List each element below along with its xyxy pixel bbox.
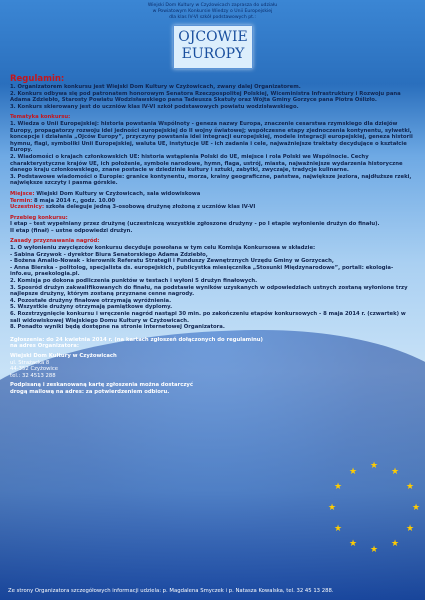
etap1-value: – test wypełniany przez drużynę (uczestniczą wszystkie zgłoszone drużyny - po I etapie wyłonienie drużyn do finału). [27,221,380,228]
eu-star-icon: ★ [412,503,421,513]
tematyka-title: Tematyka konkursu: [10,114,71,121]
regulamin-item: 3. Konkurs skierowany jest do uczniów klas IV-VI szkół podstawowych powiatu wodzisławskiego. [10,103,299,110]
nagrody-section [10,238,415,330]
miejsce-value: Wiejski Dom Kultury w Czyżowicach, sala widowiskowa [36,190,201,197]
komisja-member: - Sabina Grzywok - dyrektor Biura Senatorskiego Adama Zdziebło, [10,251,208,258]
termin-label: Termin: [10,197,33,204]
nagrody-item: 5. Wszystkie drużyny otrzymają pamiątkowe dyplomy. [10,304,173,311]
uczestnicy-row [10,204,415,211]
nagrody-item: 3. Sposród drużyn zakwalifikowanych do finału, na podstawie wyników uzyskanych w odpowiedziach ustnych zostaną wyłonione trzy najlepsze drużyny, którym zostaną przyznane cenne nagrody. [10,284,408,298]
eu-star-icon: ★ [391,539,400,549]
regulamin-section [10,74,415,110]
uczestnicy-value: szkoła deleguje jedną 3-osobową drużynę złożoną z uczniów klas IV-VI [45,204,256,211]
intro-text [0,3,425,21]
poster-title-line: OJCOWIE [178,29,248,45]
intro-line: Wiejski Dom Kultury w Czyżowicach zaprasza do udziału [147,3,278,8]
komisja-member: - Bożena Amalio-Nowak - kierownik Referatu Strategii i Funduszy Zewnętrznych Urzędu Gminy w Gorzycach, [10,258,334,265]
nagrody-item: 8. Ponadto wyniki będą dostępne na stronie internetowej Organizatora. [10,324,225,331]
eu-stars-circle [328,462,420,554]
etap2-row [10,228,415,235]
eu-star-icon: ★ [391,467,400,477]
intro-line: w Powiatowym Konkursie Wiedzy o Unii Europejskiej [152,9,273,14]
organizer-address-line: tel.: 32 4513 288 [10,372,56,379]
eu-star-icon: ★ [349,539,358,549]
eu-star-icon: ★ [349,467,358,477]
eu-star-icon: ★ [334,482,343,492]
etap1-label: I etap [10,221,28,228]
tematyka-item: 2. Wiadomości o krajach członkowskich UE: historia wstąpienia Polski do UE, miejsce i rola Polski we Wspólnocie. Cechy charakterystyczne krajów UE, ich położenie, symbole narodowe, hymn, flaga, ustrój, miasta, najważniejsze wydarzenia historyczne danego kraju członkowskiego, znane postacie w dziedzinie kultury i sztuki, zabytki, zwyczaje, tradycje kulinarne. [10,153,403,174]
nagrody-item: 2. Komisja po dokona podliczenia punktów w testach i wyłoni 5 drużyn finałowych. [10,278,258,285]
etap2-value: – ustne odpowiedzi drużyn. [49,227,133,234]
nagrody-intro: 1. O wyłonieniu zwycięzców konkursu decyduje powołana w tym celu Komisja Konkursowa w składzie: [10,245,316,252]
tematyka-item: 1. Wiedza o Unii Europejskiej: historia powstania Wspólnoty - geneza nazwy Europa, znaczenie cesarstwa rzymskiego dla dziejów Europy, propagatorzy rozwoju idei jedności europejskiej do II wojny światowej; współczesne etapy zjednoczenia kontynentu, sylwetki, koncepcje i działania „Ojców Europy”, przyczyny powstania idei integracji europejskiej, modele integracji europejskiej, geneza historii hymnu, flagi, symboliki Unii Europejskiej, waluta UE, instytucje UE - ich zadania i cele, najważniejsze traktaty decydujące o kształcie Europy. [10,120,413,154]
termin-value: 8 maja 2014 r., godz. 10.00 [34,197,116,204]
organizer-address-line: Wiejski Dom Kultury w Czyżowicach [10,352,117,359]
regulamin-title: Regulamin: [10,74,65,84]
uczestnicy-label: Uczestnicy: [10,204,45,211]
details-section [10,191,415,211]
regulamin-item: 2. Konkurs odbywa się pod patronatem honorowym Senatora Rzeczpospolitej Polskiej, Wiceministra Infrastruktury i Rozwoju pana Adama Zdziebło, Starosty Powiatu Wodzisławskiego pana Tadeusza Skatuły oraz Wójta Gminy Gorzyce pana Piotra Oślizło. [10,90,401,104]
nagrody-item: 6. Rozstrzygnięcie konkursu i wręczenie nagród nastąpi 30 min. po zakończeniu etapów konkursowych - 8 maja 2014 r. (czwartek) w sali widowiskowej Wiejskiego Domu Kultury w Czyżowicach. [10,311,406,324]
miejsce-label: Miejsce: [10,190,35,197]
etap1-row [10,221,415,228]
poster-header [0,0,425,72]
eu-star-icon: ★ [370,461,379,471]
organizer-address-line: 44-352 Czyżowice [10,366,59,373]
intro-line: dla klas IV-VI szkół podstawowych pt.: [169,15,256,20]
regulamin-item: 1. Organizatorem konkursu jest Wiejski Dom Kultury w Czyżowicach, zwany dalej Organizatorem. [10,84,301,90]
eu-star-icon: ★ [328,503,337,513]
eu-star-icon: ★ [406,524,415,534]
nagrody-item: 4. Pozostałe drużyny finałowe otrzymają wyróżnienia. [10,297,172,304]
zgloszenia-section [10,337,310,396]
komisja-member: - Anna Bierska - politolog, specjalista ds. europejskich, publicystka miesięcznika „Stosunki Międzynarodowe”, portali: ekologia-info.eu, praekologia.pl. [10,264,394,278]
zgloszenia-line: Zgłoszenia: do 24 kwietnia 2014 r. (na kartach zgłoszeń dołączonych do regulaminu) [10,336,263,343]
tematyka-section [10,114,415,187]
footer-contact: Ze strony Organizatora szczegółowych informacji udziela: p. Magdalena Smyczek i p. Natasza Kowalska, tel. 32 45 13 288. [8,588,334,594]
eu-star-icon: ★ [370,545,379,555]
eu-star-icon: ★ [334,524,343,534]
zgloszenia-line: na adres Organizatora: [10,343,79,350]
poster-title-box [173,25,253,69]
etap2-label: II etap (finał) [10,227,50,234]
eu-star-icon: ★ [406,482,415,492]
tematyka-item: 3. Podstawowe wiadomości o Europie: granice kontynentu, morza, krainy geograficzne, państwa, największe jeziora, najdłuższe rzeki, największe szczyty i pasma górskie. [10,173,412,187]
poster-title-line: EUROPY [181,46,245,62]
organizer-address-line: ul. Strażacka 8 [10,359,50,366]
przebieg-title: Przebieg konkursu: [10,214,68,221]
przebieg-section [10,215,415,235]
nagrody-title: Zasady przyznawania nagród: [10,238,100,245]
miejsce-row [10,191,415,198]
zgloszenia-note: Podpisaną i zeskanowaną kartę zgłoszenia można dostarczyć drogą mailową na adres: za potwierdzeniem odbioru. [10,382,194,395]
